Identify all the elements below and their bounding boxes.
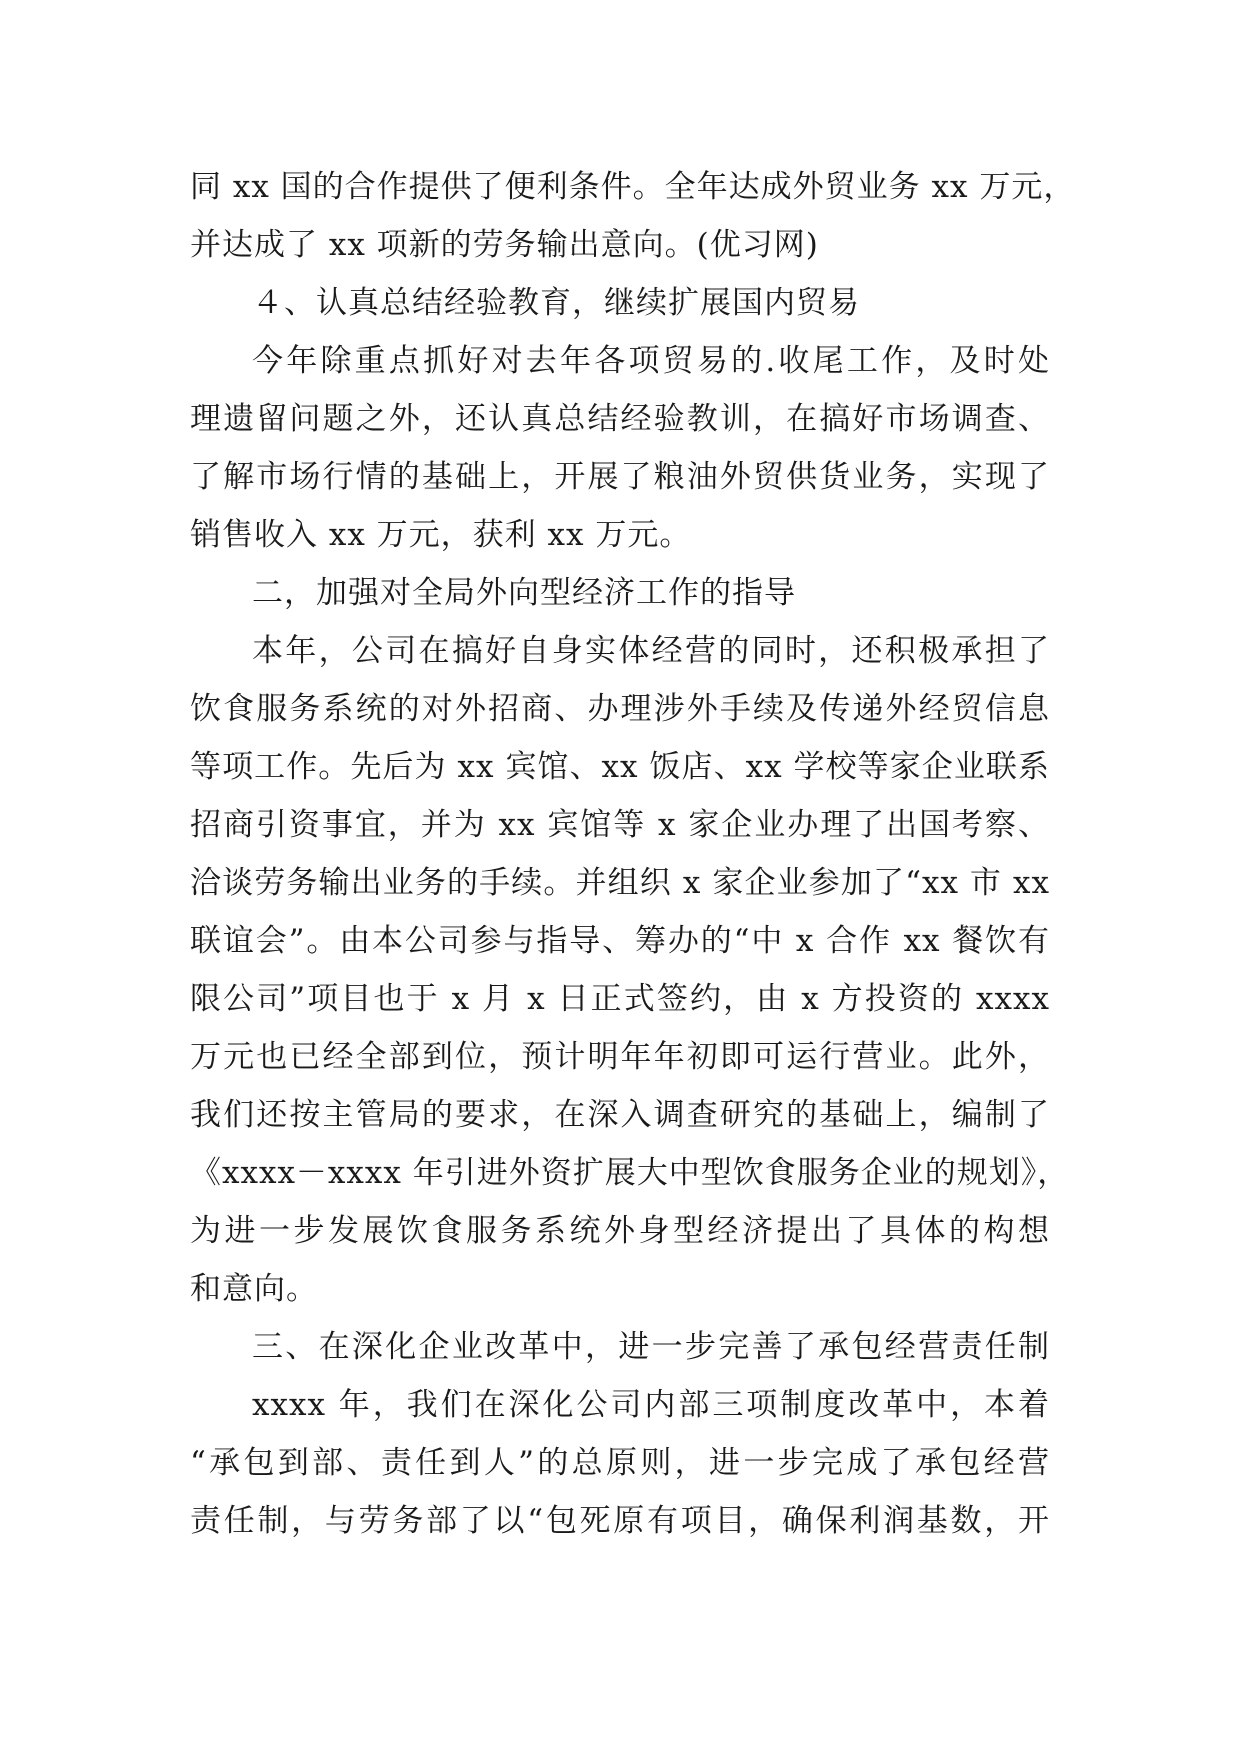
- body-line: 饮食服务系统的对外招商、办理涉外手续及传递外经贸信息: [190, 691, 1050, 727]
- body-line: “承包到部、责任到人”的总原则，进一步完成了承包经营: [190, 1445, 1050, 1481]
- body-line: 等项工作。先后为 xx 宾馆、xx 饭店、xx 学校等家企业联系: [190, 749, 1050, 785]
- body-line: 招商引资事宜，并为 xx 宾馆等 x 家企业办理了出国考察、: [190, 807, 1050, 843]
- body-line: 联谊会”。由本公司参与指导、筹办的“中 x 合作 xx 餐饮有: [190, 923, 1050, 959]
- body-line: 和意向。: [190, 1271, 318, 1307]
- document-body: [190, 158, 1076, 1550]
- body-line: 为进一步发展饮食服务系统外身型经济提出了具体的构想: [190, 1213, 1050, 1249]
- body-line: 《xxxx－xxxx 年引进外资扩展大中型饮食服务企业的规划》，: [190, 1155, 1070, 1191]
- body-line: 责任制，与劳务部了以“包死原有项目，确保利润基数，开: [190, 1503, 1050, 1539]
- body-line: 理遗留问题之外，还认真总结经验教训，在搞好市场调查、: [190, 401, 1050, 437]
- body-line: 销售收入 xx 万元，获利 xx 万元。: [190, 517, 692, 553]
- body-line: 限公司”项目也于 x 月 x 日正式签约，由 x 方投资的 xxxx: [190, 981, 1050, 1017]
- section-heading: 二，加强对全局外向型经济工作的指导: [252, 575, 796, 611]
- body-line: 今年除重点抓好对去年各项贸易的.收尾工作，及时处: [252, 343, 1050, 379]
- body-line: xxxx 年，我们在深化公司内部三项制度改革中，本着: [252, 1387, 1050, 1423]
- section-heading: ４、认真总结经验教育，继续扩展国内贸易: [252, 285, 860, 321]
- section-heading: 三、在深化企业改革中，进一步完善了承包经营责任制: [252, 1329, 1050, 1365]
- body-line: 并达成了 xx 项新的劳务输出意向。(优习网): [190, 227, 819, 263]
- body-line: 本年，公司在搞好自身实体经营的同时，还积极承担了: [252, 633, 1050, 669]
- body-line: 万元也已经全部到位，预计明年年初即可运行营业。此外，: [190, 1039, 1050, 1075]
- body-line: 洽谈劳务输出业务的手续。并组织 x 家企业参加了“xx 市 xx: [190, 865, 1050, 901]
- body-line: 我们还按主管局的要求，在深入调查研究的基础上，编制了: [190, 1097, 1050, 1133]
- body-line: 了解市场行情的基础上，开展了粮油外贸供货业务，实现了: [190, 459, 1050, 495]
- body-line: 同 xx 国的合作提供了便利条件。全年达成外贸业务 xx 万元，: [190, 169, 1076, 205]
